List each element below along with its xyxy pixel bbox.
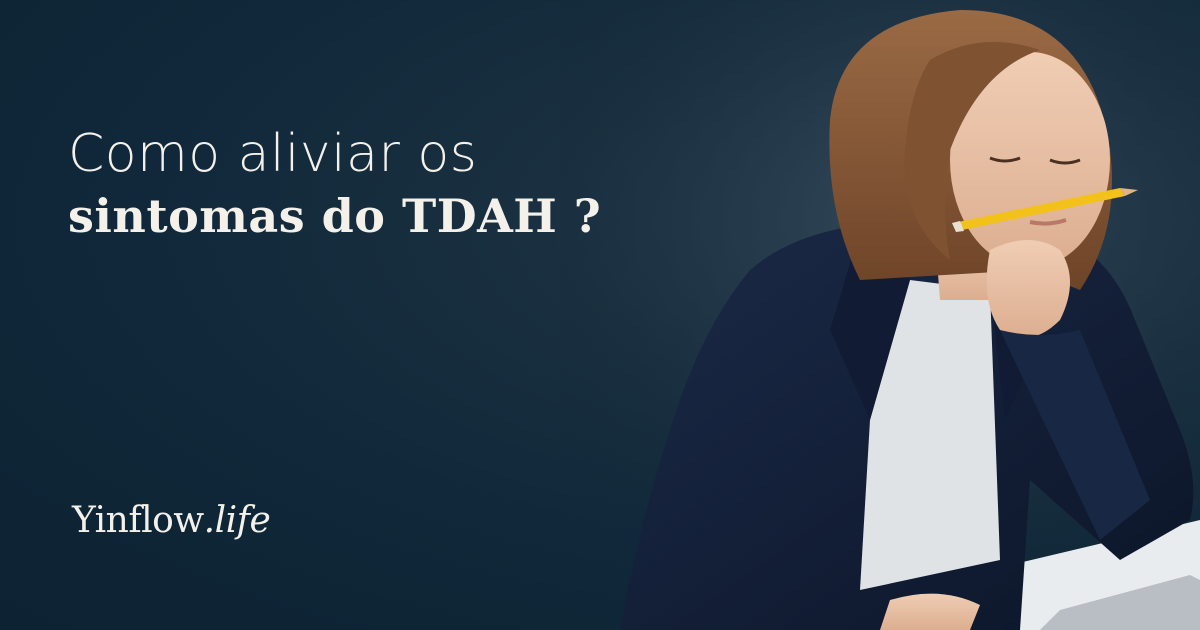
headline-line-2: sintomas do TDAH ? [68,189,602,243]
logo-tld: .life [203,500,271,541]
woman-with-pencil-photo [560,0,1200,630]
headline-line-1: Como aliviar os [68,124,478,184]
logo-word: Yinflow [72,500,204,541]
hand-on-desk [880,594,980,630]
headline [68,122,601,246]
brand-logo [72,500,270,541]
